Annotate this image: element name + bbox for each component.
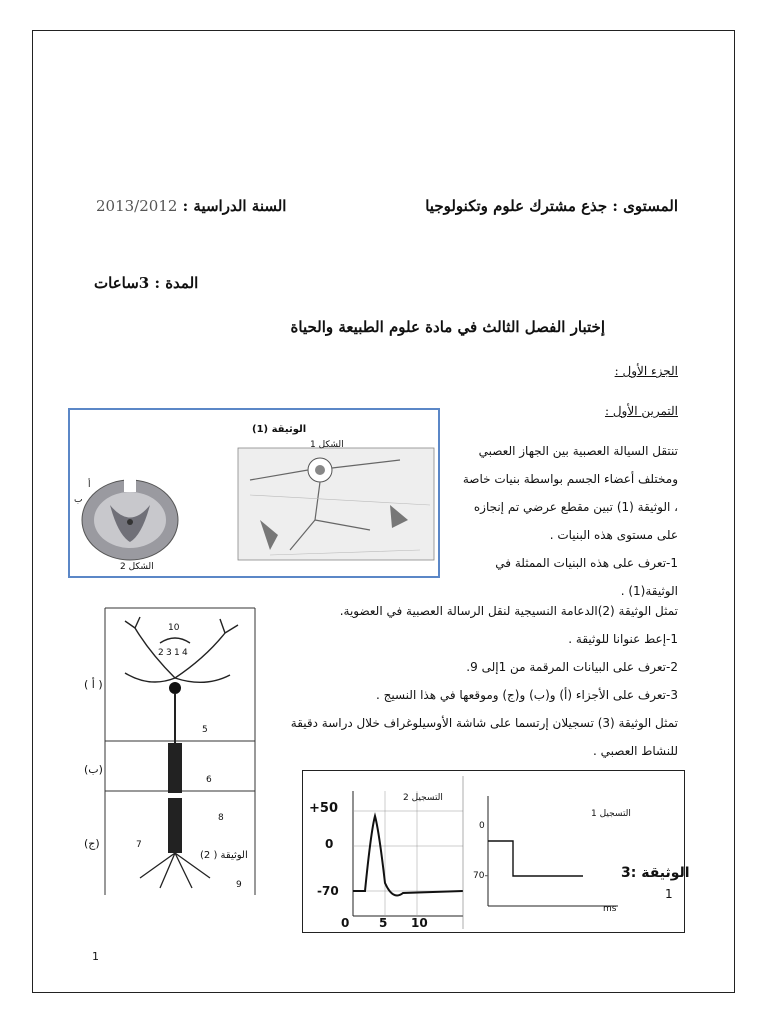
document1-figure [68,408,440,578]
label-a: أ [88,480,91,490]
year-value: 2013/2012 [96,197,178,215]
doc2-question: 3-تعرف على الأجزاء (أ) و(ب) و(ج) وموقعها في هذا النسيج . [375,688,678,702]
part-a-label: ( أ ) [84,678,103,691]
page-number: 1 [92,950,99,963]
label-b: ب [74,495,83,505]
doc2-paragraph [238,597,678,765]
part-c-label: (ج) [84,837,100,850]
num-7: 7 [136,840,142,850]
level-label: المستوى : جذع مشترك علوم وتكنولوجيا [425,197,678,215]
figure1-title: الوثيقة (1) [252,424,307,435]
num-10: 10 [168,623,180,633]
shape1-label: الشكل 1 [310,440,344,450]
right-x-unit: ms [603,904,617,914]
school-year [96,197,286,215]
x-ten: 10 [411,916,428,930]
doc2-question: 1-إعط عنوانا للوثيقة . [568,632,678,646]
doc3-line: تمثل الوثيقة (3) تسجيلان إرتسما على شاشة الأوسيلوغراف خلال دراسة دقيقة [290,716,678,730]
shape2-label: الشكل 2 [120,562,154,572]
num-8: 8 [218,813,224,823]
doc2-intro: تمثل الوثيقة (2)الدعامة النسيجية لنقل الرسالة العصبية في العضوية. [339,604,678,618]
doc3-label: الوثيقة :3 [621,865,690,881]
neuron-tissue [238,448,434,560]
exercise1-heading: التمرين الأول : [604,404,678,418]
question-line: 1-تعرف على هذه البنيات الممثلة في [495,556,678,570]
right-y-zero: 0 [479,821,485,831]
doc3-line: للنشاط العصبي . [593,744,678,758]
num-4: 4 [182,648,188,658]
doc2-question: 2-تعرف على البيانات المرقمة من 1إلى 9. [466,660,678,674]
num-2: 2 [158,648,164,658]
document2-figure [80,603,280,903]
intro-line: على مستوى هذه البنيات . [549,528,678,542]
doc2-label: الوثيقة ( 2) [200,850,248,861]
num-1: 1 [174,648,180,658]
y-plus50: +50 [309,801,338,816]
y-zero: 0 [325,837,334,851]
corner-number: 1 [665,887,673,901]
exam-title: إختبار الفصل الثالث في مادة علوم الطبيعة والحياة [290,318,605,336]
part1-heading: الجزء الأول : [614,364,678,378]
intro-line: تنتقل السيالة العصبية بين الجهاز العصبي [478,444,678,458]
intro-line: ومختلف أعضاء الجسم بواسطة بنيات خاصة [462,472,678,486]
spinal-cord-section [82,478,178,560]
document3-figure [302,770,690,933]
y-minus70: -70 [317,884,339,898]
recordings-drawing [303,771,683,931]
part-b-label: (ب) [84,763,103,776]
x-five: 5 [379,916,388,930]
intro-paragraph [438,437,678,605]
neuron-drawing [80,603,280,903]
x-zero: 0 [341,916,350,930]
question-line: الوثيقة(1) . [620,584,678,598]
recording2-graph [353,791,463,916]
year-label: السنة الدراسية : [182,197,287,215]
num-6: 6 [206,775,212,785]
num-9: 9 [236,880,242,890]
num-3: 3 [166,648,172,658]
duration: المدة : 3ساعات [94,274,199,292]
right-y-70: 70- [473,871,488,881]
intro-line: ، الوثيقة (1) تبين مقطع عرضي تم إنجازه [473,500,678,514]
recording2-label: التسجيل 2 [403,793,443,803]
num-5: 5 [202,725,208,735]
recording1-label: التسجيل 1 [591,809,631,819]
